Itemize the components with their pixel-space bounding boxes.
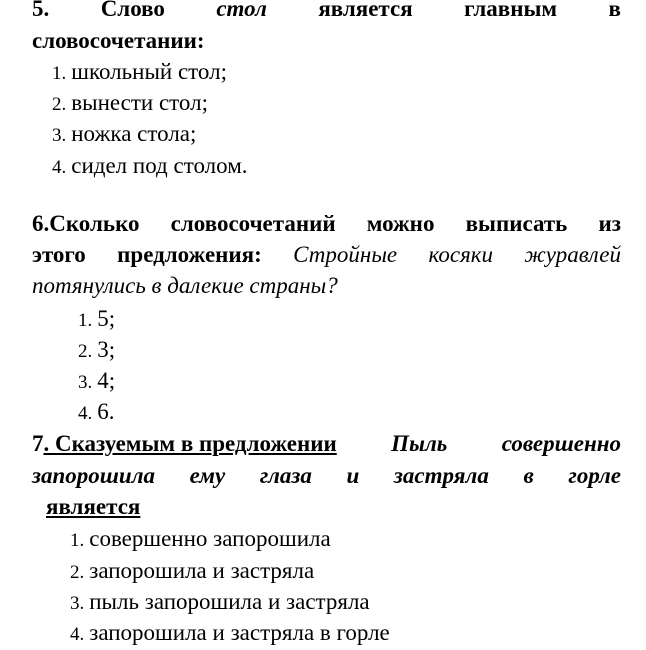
q5-option-4 — [52, 151, 248, 181]
q6-option-4 — [78, 397, 115, 427]
q5-word: в — [608, 0, 621, 21]
q7-number: 7 — [32, 431, 44, 456]
option-number: 1. — [52, 63, 67, 84]
q6-word: этого — [32, 242, 86, 267]
q7-sentence-word: совершенно — [501, 431, 621, 456]
q6-word: предложения: — [117, 242, 262, 267]
q5-keyword-emphasis: стол — [216, 0, 267, 21]
option-number: 4. — [52, 157, 67, 178]
q7-heading-line3: является — [46, 494, 141, 519]
q7-number-group — [32, 429, 337, 459]
q5-option-1 — [52, 57, 227, 87]
q7-sentence-word: Пыль — [391, 431, 448, 456]
q6-sentence-line3: потянулись в далекие страны? — [32, 273, 338, 298]
option-text: 6. — [97, 399, 115, 424]
option-number: 4. — [78, 403, 93, 424]
q6-word: можно — [366, 211, 435, 236]
option-number: 2. — [52, 94, 67, 115]
q6-number-word: 6.Сколько — [32, 211, 140, 236]
q7-underlined-heading: . Сказуемым в предложении — [43, 431, 337, 456]
q7-sentence-word: глаза — [259, 463, 312, 488]
option-text: 3; — [97, 337, 116, 362]
q7-heading-line2 — [32, 461, 621, 491]
q6-option-1 — [78, 304, 115, 334]
q7-option-1 — [70, 524, 331, 554]
option-number: 3. — [78, 372, 93, 393]
q7-sentence-word: ему — [189, 463, 226, 488]
option-number: 2. — [70, 562, 85, 583]
q6-sentence-word: Стройные — [293, 242, 398, 267]
q6-word: выписать — [465, 211, 568, 236]
option-text: ножка стола; — [71, 121, 197, 146]
option-number: 1. — [78, 310, 93, 331]
q7-option-4 — [70, 618, 390, 648]
q7-option-2 — [70, 556, 314, 586]
option-text: 4; — [97, 368, 116, 393]
q5-option-3 — [52, 119, 196, 149]
q7-sentence-word: застряла — [393, 463, 489, 488]
q5-heading-line2: словосочетании: — [32, 28, 205, 53]
option-text: пыль запорошила и застряла — [89, 589, 370, 614]
option-text: запорошила и застряла в горле — [89, 620, 390, 645]
option-text: запорошила и застряла — [89, 558, 315, 583]
q6-heading-line1 — [32, 209, 621, 239]
q6-option-2 — [78, 335, 115, 365]
q5-word: главным — [464, 0, 558, 21]
option-number: 2. — [78, 341, 93, 362]
q7-sentence-word: и — [346, 463, 360, 488]
option-text: совершенно запорошила — [89, 526, 331, 551]
option-number: 1. — [70, 530, 85, 551]
q5-word: является — [318, 0, 413, 21]
q7-sentence-word: горле — [568, 463, 621, 488]
q7-sentence-word: в — [523, 463, 534, 488]
q5-number: 5. — [32, 0, 50, 21]
option-text: сидел под столом. — [71, 153, 248, 178]
q7-option-3 — [70, 587, 370, 617]
q6-sentence-word: косяки — [428, 242, 494, 267]
q6-heading-line2 — [32, 240, 621, 270]
option-text: школьный стол; — [71, 59, 227, 84]
q6-sentence-word: журавлей — [524, 242, 621, 267]
q5-word: Слово — [100, 0, 165, 21]
option-number: 3. — [52, 125, 67, 146]
option-text: вынести стол; — [71, 90, 208, 115]
option-number: 4. — [70, 624, 85, 645]
q5-option-2 — [52, 88, 208, 118]
q6-word: из — [598, 211, 621, 236]
q6-option-3 — [78, 366, 115, 396]
option-text: 5; — [97, 306, 116, 331]
q7-heading-line1 — [32, 429, 621, 459]
option-number: 3. — [70, 593, 85, 614]
q6-word: словосочетаний — [170, 211, 336, 236]
q7-sentence-word: запорошила — [32, 463, 156, 488]
q5-heading-line1 — [32, 0, 621, 24]
